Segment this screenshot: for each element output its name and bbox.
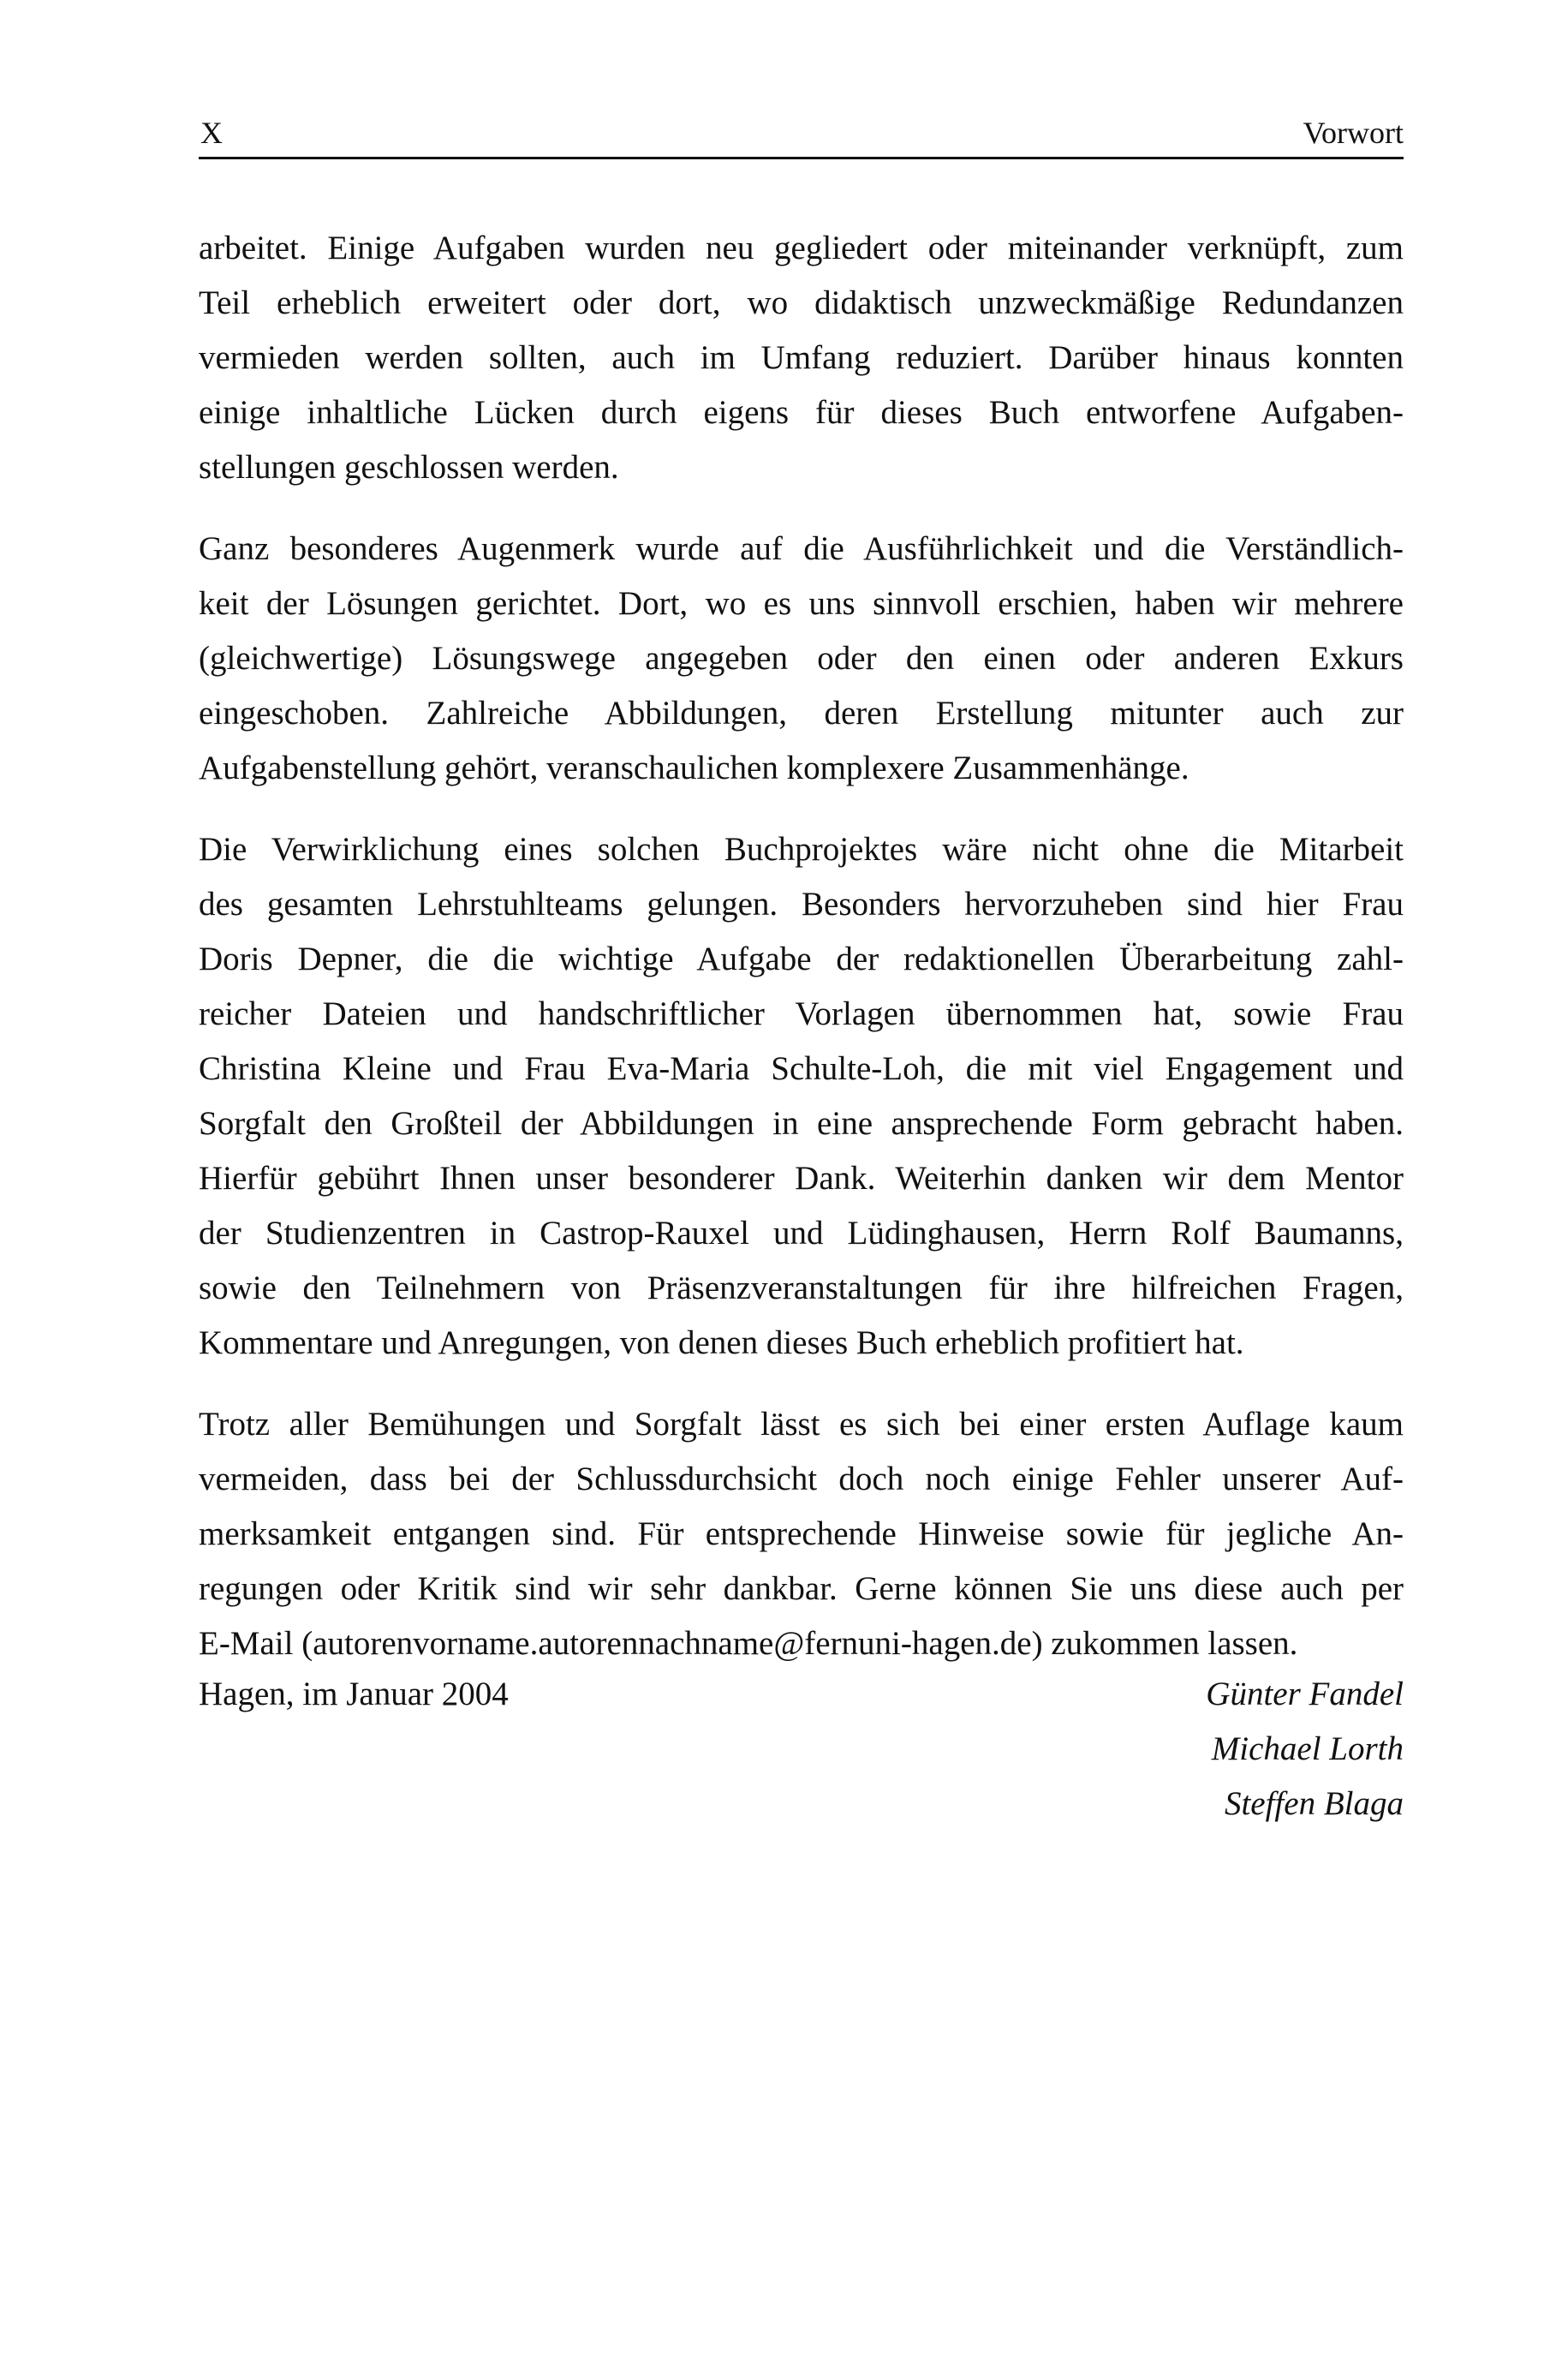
- text-line: (gleichwertige) Lösungswege angegeben oder den einen oder anderen Exkurs: [199, 640, 1404, 677]
- author-name: Günter Fandel: [1206, 1676, 1404, 1712]
- text-line: Ganz besonderes Augenmerk wurde auf die Ausführlichkeit und die Verständlich-: [199, 530, 1404, 567]
- body-text: [199, 221, 1404, 1698]
- text-line: Kommentare und Anregungen, von denen dieses Buch erheblich profitiert hat.: [199, 1324, 1244, 1361]
- author-name: Michael Lorth: [1211, 1730, 1404, 1767]
- text-line: stellungen geschlossen werden.: [199, 449, 619, 486]
- text-line: arbeitet. Einige Aufgaben wurden neu gegliedert oder miteinander verknüpft, zum: [199, 230, 1404, 266]
- paragraph: [199, 522, 1404, 796]
- text-line: eingeschoben. Zahlreiche Abbildungen, deren Erstellung mitunter auch zur: [199, 695, 1404, 732]
- text-line: des gesamten Lehrstuhlteams gelungen. Besonders hervorzuheben sind hier Frau: [199, 886, 1404, 923]
- paragraph: [199, 1397, 1404, 1671]
- text-line: vermieden werden sollten, auch im Umfang reduziert. Darüber hinaus konnten: [199, 339, 1404, 376]
- text-line: Aufgabenstellung gehört, veranschaulichen komplexere Zusammenhänge.: [199, 750, 1189, 786]
- text-line: Christina Kleine und Frau Eva-Maria Schulte-Loh, die mit viel Engagement und: [199, 1050, 1404, 1087]
- text-line: sowie den Teilnehmern von Präsenzveranstaltungen für ihre hilfreichen Fragen,: [199, 1270, 1404, 1306]
- running-header: [199, 116, 1404, 159]
- text-line: der Studienzentren in Castrop-Rauxel und Lüdinghausen, Herrn Rolf Baumanns,: [199, 1215, 1404, 1252]
- text-line: Doris Depner, die die wichtige Aufgabe der redaktionellen Überarbeitung zahl-: [199, 941, 1404, 977]
- text-line: reicher Dateien und handschriftlicher Vorlagen übernommen hat, sowie Frau: [199, 995, 1404, 1032]
- text-line: E-Mail (autorenvorname.autorennachname@fernuni-hagen.de) zukommen lassen.: [199, 1625, 1298, 1662]
- place-date: Hagen, im Januar 2004: [199, 1676, 509, 1712]
- author-name: Steffen Blaga: [1224, 1785, 1404, 1822]
- page-number: X: [200, 116, 223, 150]
- text-line: merksamkeit entgangen sind. Für entsprechende Hinweise sowie für jegliche An-: [199, 1515, 1404, 1552]
- text-line: Hierfür gebührt Ihnen unser besonderer Dank. Weiterhin danken wir dem Mentor: [199, 1160, 1404, 1197]
- text-line: einige inhaltliche Lücken durch eigens für dieses Buch entworfene Aufgaben-: [199, 394, 1404, 431]
- text-line: Teil erheblich erweitert oder dort, wo didaktisch unzweckmäßige Redundanzen: [199, 284, 1404, 321]
- text-line: keit der Lösungen gerichtet. Dort, wo es uns sinnvoll erschien, haben wir mehrere: [199, 585, 1404, 622]
- text-line: Die Verwirklichung eines solchen Buchprojektes wäre nicht ohne die Mitarbeit: [199, 831, 1404, 868]
- text-line: vermeiden, dass bei der Schlussdurchsicht doch noch einige Fehler unserer Auf-: [199, 1461, 1404, 1497]
- text-line: regungen oder Kritik sind wir sehr dankbar. Gerne können Sie uns diese auch per: [199, 1570, 1404, 1607]
- paragraph: [199, 822, 1404, 1371]
- text-line: Sorgfalt den Großteil der Abbildungen in eine ansprechende Form gebracht haben.: [199, 1105, 1404, 1142]
- section-title: Vorwort: [1303, 116, 1404, 150]
- paragraph: [199, 221, 1404, 495]
- text-line: Trotz aller Bemühungen und Sorgfalt lässt es sich bei einer ersten Auflage kaum: [199, 1406, 1404, 1443]
- author-signatures: [1206, 1667, 1404, 1831]
